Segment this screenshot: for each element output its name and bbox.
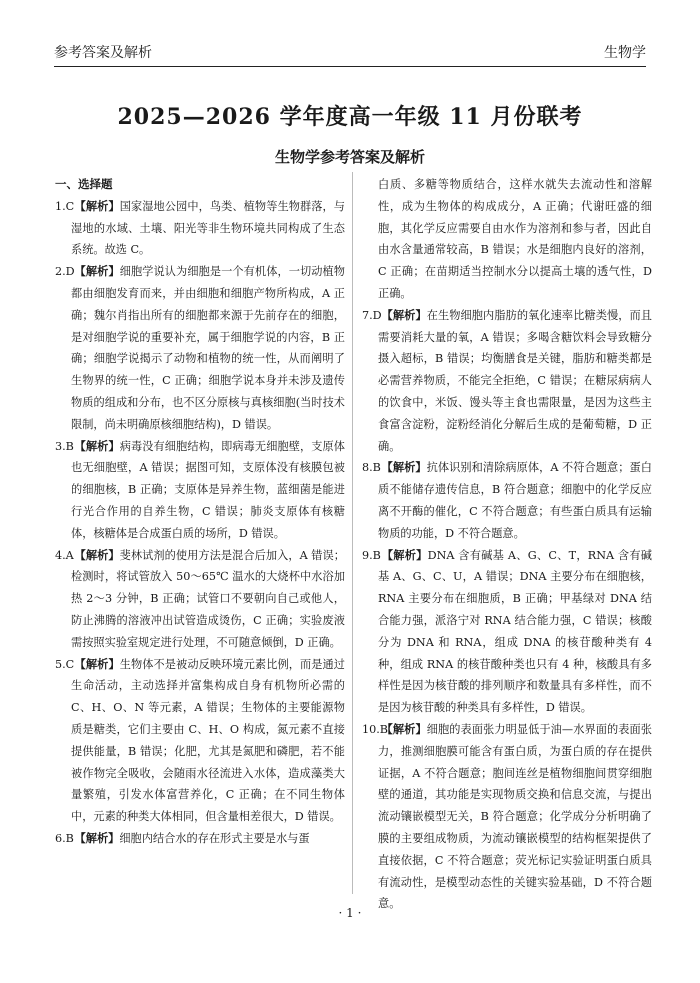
- answer-number: 2.D: [55, 265, 75, 279]
- section-heading: 一、选择题: [55, 177, 113, 191]
- answer-text: 细胞学说认为细胞是一个有机体，一切动植物都由细胞发育而来，并由细胞和细胞产物所构成，A 正确；魏尔肖指出所有的细胞都来源于先前存在的细胞，是对细胞学说的重要补充，属于细胞学说的内容，B 正确；细胞学说揭示了动物和植物的统一性，从而阐明了生物界的统一性，C 正确；细胞学说本身并未涉及遗传物质的组成和分布，也不区分原核与真核细胞(当时技术限制，尚未明确原核细胞结构)，D 错误。: [71, 265, 345, 431]
- page-header: [54, 38, 646, 64]
- answer-continuation: 白质、多糖等物质结合，这样水就失去流动性和溶解性，成为生物体的构成成分，A 正确；代谢旺盛的细胞，其化学反应需要自由水作为溶剂和参与者，因此自由水含量通常较高，B 错误；水是细胞内良好的溶剂，C 正确；在苗期适当控制水分以提高土壤的透气性，D 正确。: [378, 178, 652, 300]
- answer-item: [362, 545, 652, 719]
- answer-item: [55, 828, 345, 850]
- answer-number: 7.D: [362, 308, 382, 322]
- header-rule: [54, 66, 646, 67]
- answer-item: [362, 305, 652, 458]
- answer-text: DNA 含有碱基 A、G、C、T，RNA 含有碱基 A、G、C、U，A 错误；DNA 主要分布在细胞核，RNA 主要分布在细胞质，B 正确；甲基绿对 DNA 结合能力强，派洛宁对 RNA 结合能力强，C 错误；核酸分为 DNA 和 RNA，组成 DNA 的核苷酸种类有 4 种，组成 RNA 的核苷酸种类也只有 4 种，核酸具有多样性是因为核苷酸的排列顺序和数量具有多样性，而不是因为核苷酸的种类具有多样性，D 错误。: [378, 548, 652, 715]
- page-number: · 1 ·: [338, 906, 362, 920]
- analysis-tag: 【解析】: [381, 461, 427, 475]
- answer-text: 国家湿地公园中，鸟类、植物等生物群落，与湿地的水域、土壤、阳光等非生物环境共同构成了生态系统。故选 C。: [71, 199, 345, 257]
- analysis-tag: 【解析】: [381, 548, 428, 562]
- answer-text: 抗体识别和清除病原体，A 不符合题意；蛋白质不能储存遗传信息，B 符合题意；细胞中的化学反应离不开酶的催化，C 不符合题意；有些蛋白质具有运输物质的功能，D 不符合题意。: [378, 461, 652, 540]
- left-column: [55, 174, 345, 850]
- analysis-tag: 【解析】: [381, 722, 427, 736]
- analysis-tag: 【解析】: [74, 548, 120, 562]
- answer-number: 4.A: [55, 548, 74, 562]
- analysis-tag: 【解析】: [74, 439, 120, 453]
- header-doc-type: 参考答案及解析: [54, 45, 152, 61]
- answer-item: [55, 654, 345, 828]
- answer-text: 细胞的表面张力明显低于油—水界面的表面张力，推测细胞膜可能含有蛋白质，为蛋白质的存在提供证据，A 不符合题意；胞间连丝是植物细胞间贯穿细胞壁的通道，其功能是实现物质交换和信息交流，与提出流动镶嵌模型无关，B 符合题意；化学成分分析明确了膜的主要组成物质，为流动镶嵌模型的结构框架提供了直接依据，C 不符合题意；荧光标记实验证明蛋白质具有流动性，是模型动态性的关键实验基础，D 不符合题意。: [378, 722, 652, 911]
- page-subtitle: 生物学参考答案及解析: [274, 148, 425, 166]
- page-title: 2025—2026 学年度高一年级 11 月份联考: [117, 104, 583, 130]
- answer-number: 9.B: [362, 548, 381, 562]
- analysis-tag: 【解析】: [74, 831, 120, 845]
- header-subject: 生物学: [604, 45, 646, 61]
- answer-text: 细胞内结合水的存在形式主要是水与蛋: [119, 831, 310, 845]
- answer-number: 6.B: [55, 831, 74, 845]
- answer-number: 8.B: [362, 461, 381, 475]
- right-column: [362, 174, 652, 915]
- answer-number: 10.B: [362, 722, 389, 736]
- answer-item: [362, 719, 652, 915]
- analysis-tag: 【解析】: [74, 265, 120, 279]
- analysis-tag: 【解析】: [381, 308, 427, 322]
- analysis-tag: 【解析】: [74, 199, 120, 213]
- answer-text: 生物体不是被动反映环境元素比例，而是通过生命活动，主动选择并富集构成自身有机物所必需的 C、H、O、N 等元素，A 错误；生物体的主要能源物质是糖类，它们主要由 C、H、O 构成，氮元素不直接提供能量，B 错误；化肥，尤其是氮肥和磷肥，若不能被作物完全吸收，会随雨水径流进入水体，造成藻类大量繁殖，引发水体富营养化，C 正确；在不同生物体中，元素的种类大体相同，但含量相差很大，D 错误。: [71, 657, 345, 824]
- answer-item: [55, 545, 345, 654]
- answer-text: 病毒没有细胞结构，即病毒无细胞壁，支原体也无细胞壁，A 错误；据图可知，支原体没有核膜包被的细胞核，B 正确；支原体是异养生物，蓝细菌是能进行光合作用的自养生物，C 错误；肺炎支原体有核糖体，核糖体是合成蛋白质的场所，D 错误。: [71, 439, 345, 540]
- answer-number: 1.C: [55, 199, 75, 213]
- answer-item: [362, 457, 652, 544]
- answer-number: 5.C: [55, 657, 75, 671]
- answer-item: [55, 196, 345, 261]
- answer-number: 3.B: [55, 439, 74, 453]
- column-divider: [352, 172, 353, 894]
- answer-text: 在生物细胞内脂肪的氧化速率比糖类慢，而且需要消耗大量的氧，A 错误；多喝含糖饮料会导致糖分摄入超标，B 错误；均衡膳食是关键，脂肪和糖类都是必需营养物质，不能完全拒绝，C 错误；在糖尿病病人的饮食中，米饭、馒头等主食也需限量，是因为这些主食富含淀粉，淀粉经消化分解后生成的是葡萄糖，D 正确。: [378, 308, 652, 453]
- analysis-tag: 【解析】: [74, 657, 120, 671]
- answer-text: 斐林试剂的使用方法是混合后加入，A 错误；检测时，将试管放入 50～65℃ 温水的大烧杯中水浴加热 2～3 分钟，B 正确；试管口不要朝向自己或他人，防止沸腾的溶液冲出试管造成烫伤，C 正确；实验废液需按照实验室规定进行处理，不可随意倾倒，D 正确。: [71, 548, 345, 649]
- answer-item: [55, 261, 345, 435]
- answer-item: [55, 436, 345, 545]
